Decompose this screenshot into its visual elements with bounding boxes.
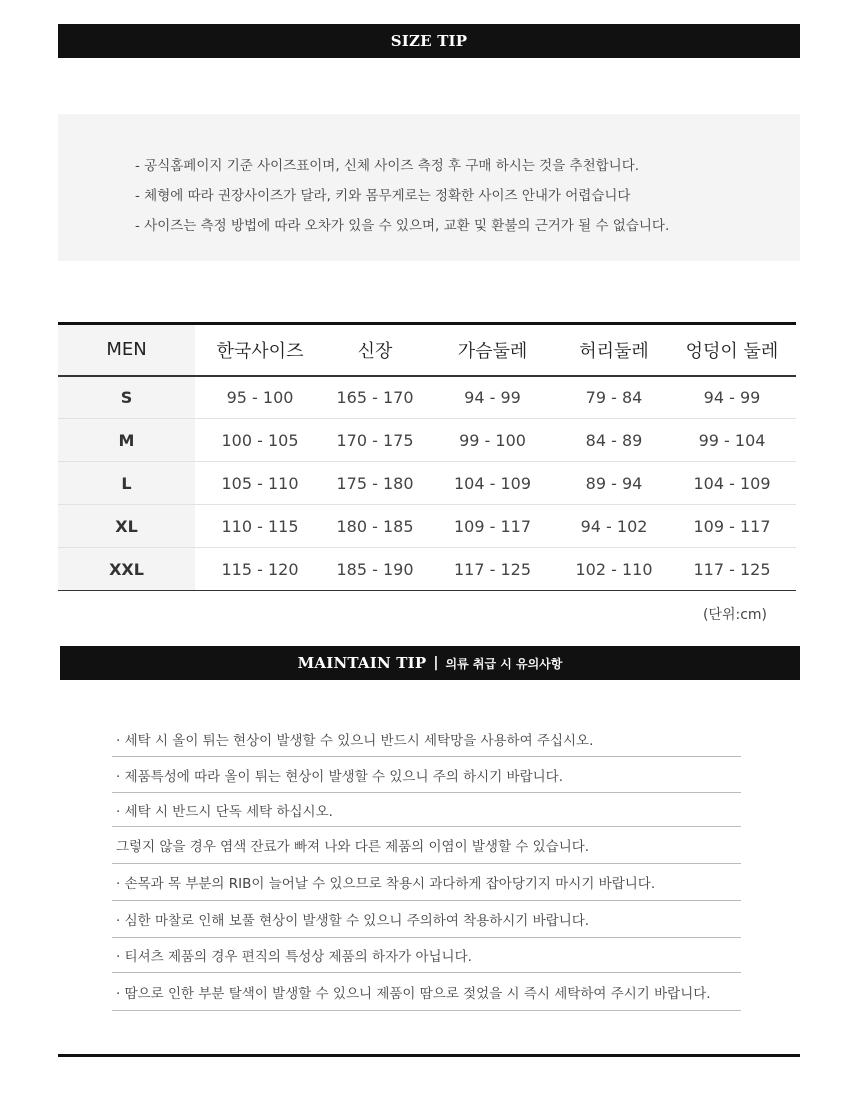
table-cell: 109 - 117 <box>425 505 560 548</box>
table-cell: 117 - 125 <box>453 559 532 579</box>
size-label-cell: XXL <box>58 548 195 591</box>
table-cell: 175 - 180 <box>325 462 425 505</box>
size-tip-banner <box>58 24 800 58</box>
table-row <box>58 376 796 419</box>
table-cell: 109 - 117 <box>668 505 796 548</box>
table-cell: 99 - 100 <box>425 419 560 462</box>
size-notice-line: - 공식홈페이지 기준 사이즈표이며, 신체 사이즈 측정 후 구매 하시는 것을 추천합니다. <box>135 158 640 174</box>
table-cell: 104 - 109 <box>425 462 560 505</box>
table-row <box>58 505 796 548</box>
care-instructions-list <box>112 722 741 1011</box>
column-header: 엉덩이 둘레 <box>668 324 796 376</box>
table-row <box>58 462 796 505</box>
list-item: · 제품특성에 따라 올이 튀는 현상이 발생할 수 있으니 주의 하시기 바랍니다. <box>112 757 741 793</box>
size-label-cell: M <box>58 419 195 462</box>
bottom-divider <box>58 1054 800 1057</box>
maintain-tip-subtitle: 의류 취급 시 유의사항 <box>445 656 563 671</box>
list-item: · 티셔츠 제품의 경우 편직의 특성상 제품의 하자가 아닙니다. <box>112 938 741 973</box>
title-separator: | <box>433 655 439 671</box>
table-cell: 89 - 94 <box>560 462 668 505</box>
column-header: 한국사이즈 <box>195 324 325 376</box>
table-row <box>58 548 796 591</box>
table-cell: 180 - 185 <box>325 505 425 548</box>
table-cell: 170 - 175 <box>325 419 425 462</box>
table-cell: 99 - 104 <box>668 419 796 462</box>
size-label-cell: L <box>58 462 195 505</box>
table-cell: 105 - 110 <box>195 462 325 505</box>
table-cell: 94 - 99 <box>668 376 796 419</box>
list-item: · 손목과 목 부분의 RIB이 늘어날 수 있으므로 착용시 과다하게 잡아당기지 마시기 바랍니다. <box>112 864 741 901</box>
table-header-row <box>58 324 796 376</box>
column-header: MEN <box>58 324 195 376</box>
table-cell: 94 - 99 <box>425 376 560 419</box>
list-item: · 세탁 시 반드시 단독 세탁 하십시오. <box>112 793 741 827</box>
size-notice-box <box>58 114 800 261</box>
list-item: · 세탁 시 올이 튀는 현상이 발생할 수 있으니 반드시 세탁망을 사용하여 주십시오. <box>112 722 741 757</box>
table-cell: 185 - 190 <box>336 559 414 579</box>
size-tip-title: SIZE TIP <box>390 32 468 50</box>
column-header: 신장 <box>325 324 425 376</box>
size-notice-line: - 체형에 따라 권장사이즈가 달라, 키와 몸무게로는 정확한 사이즈 안내가 어렵습니다 <box>135 188 631 204</box>
table-cell: 94 - 102 <box>560 505 668 548</box>
table-cell: 115 - 120 <box>221 559 299 579</box>
list-item: · 심한 마찰로 인해 보풀 현상이 발생할 수 있으니 주의하여 착용하시기 바랍니다. <box>112 901 741 938</box>
size-label-cell: S <box>58 376 195 419</box>
table-cell: 100 - 105 <box>195 419 325 462</box>
column-header: 가슴둘레 <box>425 324 560 376</box>
size-notice-line: - 사이즈는 측정 방법에 따라 오차가 있을 수 있으며, 교환 및 환불의 근거가 될 수 없습니다. <box>135 218 670 234</box>
table-cell: 102 - 110 <box>575 559 653 579</box>
maintain-tip-banner <box>60 646 800 680</box>
size-label-cell: XL <box>58 505 195 548</box>
list-item: · 땀으로 인한 부분 탈색이 발생할 수 있으니 제품이 땀으로 젖었을 시 즉시 세탁하여 주시기 바랍니다. <box>116 985 711 1002</box>
table-row <box>58 419 796 462</box>
table-cell: 110 - 115 <box>195 505 325 548</box>
table-cell: 84 - 89 <box>560 419 668 462</box>
table-cell: 117 - 125 <box>693 559 771 579</box>
table-cell: 79 - 84 <box>560 376 668 419</box>
size-chart-table <box>58 322 796 591</box>
table-cell: 104 - 109 <box>668 462 796 505</box>
table-cell: 165 - 170 <box>325 376 425 419</box>
column-header: 허리둘레 <box>560 324 668 376</box>
maintain-tip-title: MAINTAIN TIP <box>297 654 427 672</box>
table-cell: 95 - 100 <box>195 376 325 419</box>
list-item: 그렇지 않을 경우 염색 잔료가 빠져 나와 다른 제품의 이염이 발생할 수 있습니다. <box>112 827 741 864</box>
unit-note: (단위:cm) <box>702 607 767 623</box>
